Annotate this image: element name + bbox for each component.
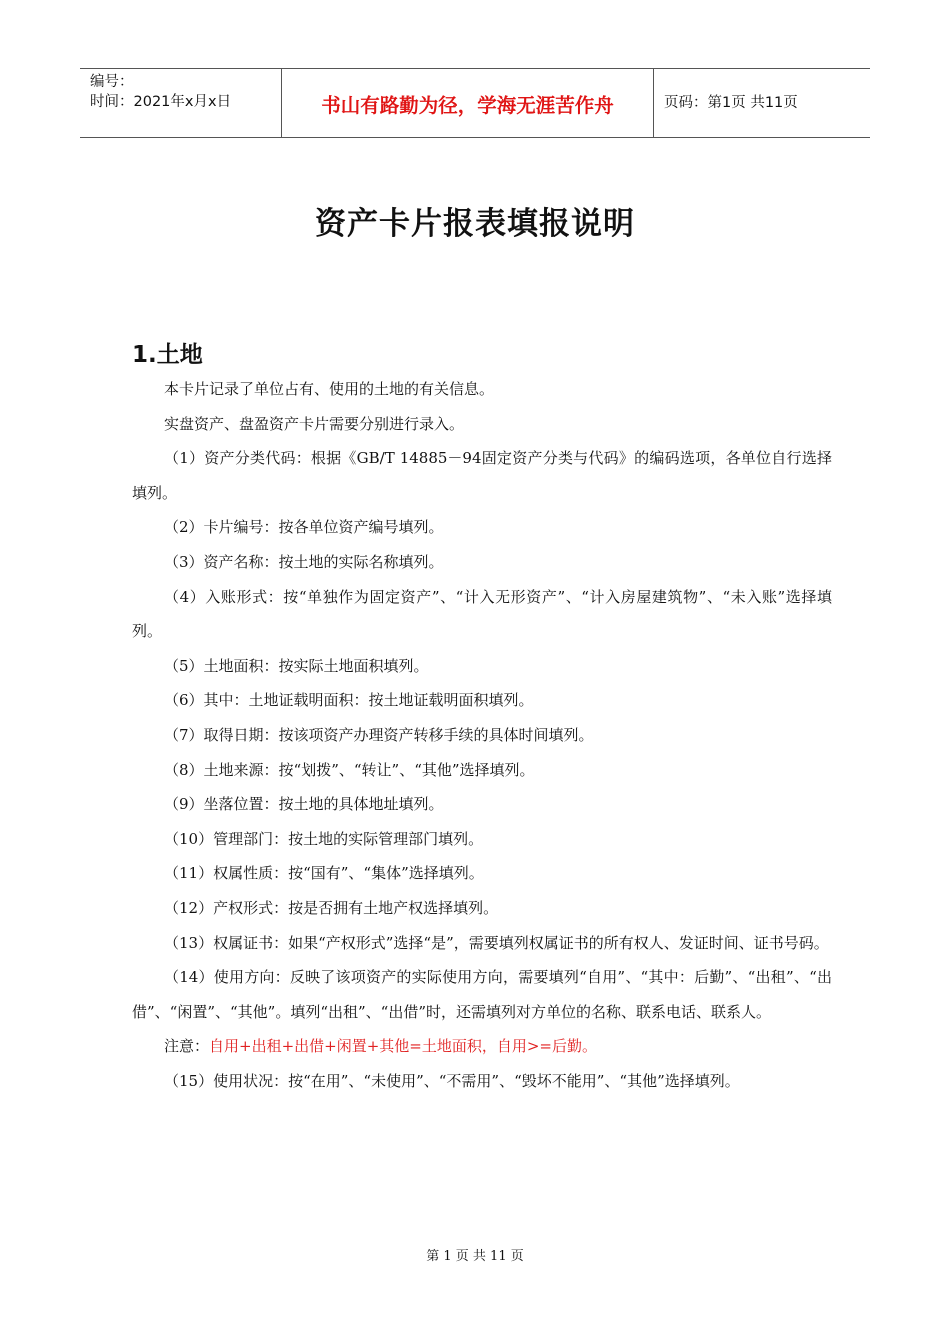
paragraph: （9）坐落位置：按土地的具体地址填列。 (164, 795, 444, 814)
note-text: 自用+出租+出借+闲置+其他=土地面积，自用>=后勤。 (209, 1037, 597, 1056)
paragraph: （8）土地来源：按“划拨”、“转让”、“其他”选择填列。 (164, 760, 535, 779)
paragraph: （11）权属性质：按“国有”、“集体”选择填列。 (164, 864, 484, 883)
header-info (80, 69, 282, 137)
paragraph: 本卡片记录了单位占有、使用的土地的有关信息。 (164, 380, 495, 398)
header-motto: 书山有路勤为径，学海无涯苦作舟 (282, 69, 654, 137)
paragraph: （6）其中：土地证载明面积：按土地证载明面积填列。 (164, 691, 534, 710)
paragraph: （5）土地面积：按实际土地面积填列。 (164, 656, 429, 675)
paragraph: （1）资产分类代码：根据《GB/T 14885－94固定资产分类与代码》的编码选项，各单位自行选择填列。 (132, 449, 832, 502)
page-footer: 第 1 页 共 11 页 (426, 1249, 524, 1264)
paragraph: （3）资产名称：按土地的实际名称填列。 (164, 552, 444, 571)
note-paragraph (132, 1029, 832, 1064)
section-body (132, 372, 832, 1098)
paragraph: （10）管理部门：按土地的实际管理部门填列。 (164, 829, 484, 848)
document-title: 资产卡片报表填报说明 (315, 206, 635, 242)
paragraph: 实盘资产、盘盈资产卡片需要分别进行录入。 (164, 414, 465, 433)
page-header (80, 68, 870, 138)
note-label: 注意： (164, 1037, 210, 1056)
date-label: 时间：2021年x月x日 (90, 94, 232, 110)
paragraph: （7）取得日期：按该项资产办理资产转移手续的具体时间填列。 (164, 725, 594, 744)
paragraph: （15）使用状况：按“在用”、“未使用”、“不需用”、“毁坏不能用”、“其他”选择填列。 (164, 1071, 740, 1090)
header-page-number: 页码：第1页 共11页 (664, 95, 798, 111)
paragraph: （14）使用方向：反映了该项资产的实际使用方向，需要填列“自用”、“其中：后勤”、“出租”、“出借”、“闲置”、“其他”。填列“出租”、“出借”时，还需填列对方单位的名称、联系电话、联系人。 (132, 968, 832, 1021)
section-heading: 1.土地 (132, 342, 203, 368)
paragraph: （2）卡片编号：按各单位资产编号填列。 (164, 518, 444, 537)
paragraph: （4）入账形式：按“单独作为固定资产”、“计入无形资产”、“计入房屋建筑物”、“未入账”选择填列。 (132, 587, 832, 641)
paragraph: （13）权属证书：如果“产权形式”选择“是”，需要填列权属证书的所有权人、发证时间、证书号码。 (164, 933, 829, 952)
paragraph: （12）产权形式：按是否拥有土地产权选择填列。 (164, 898, 499, 917)
number-label: 编号： (90, 74, 134, 90)
